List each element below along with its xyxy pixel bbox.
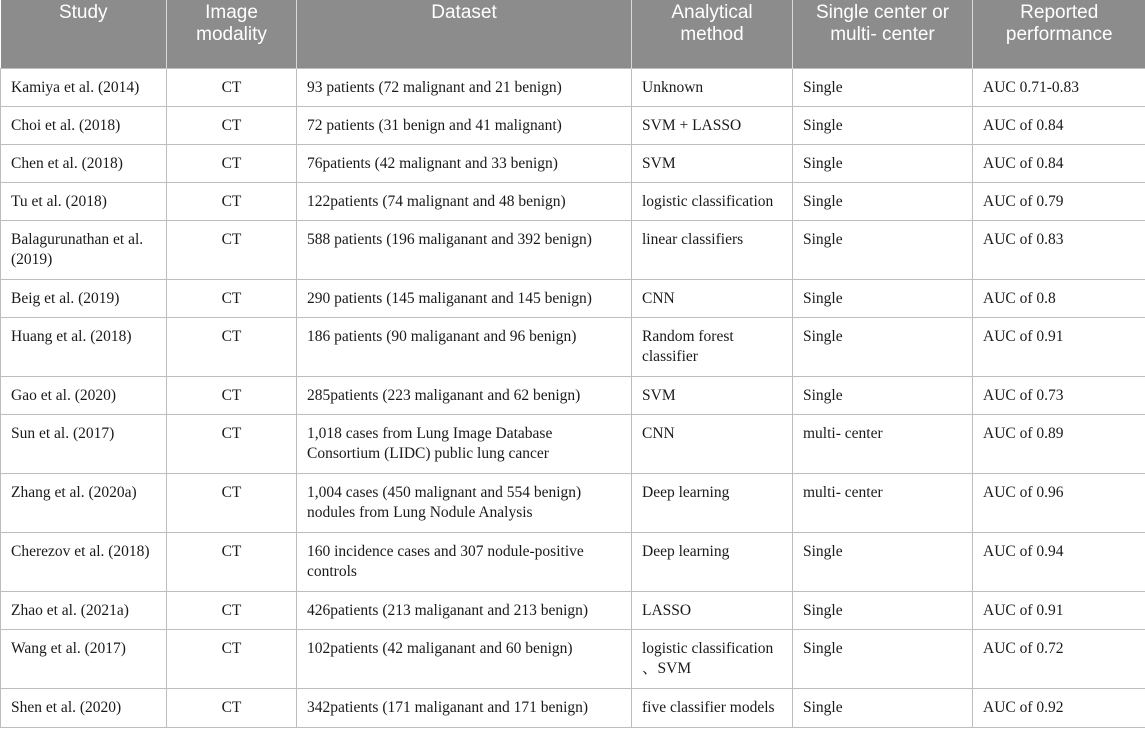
cell-modality: CT — [167, 220, 297, 279]
cell-modality: CT — [167, 182, 297, 220]
cell-method: CNN — [632, 279, 793, 317]
cell-method: linear classifiers — [632, 220, 793, 279]
cell-center: Single — [793, 629, 973, 688]
cell-study: Tu et al. (2018) — [1, 182, 167, 220]
cell-performance: AUC 0.71-0.83 — [973, 68, 1145, 106]
cell-method: five classifier models — [632, 688, 793, 727]
cell-performance: AUC of 0.84 — [973, 106, 1145, 144]
cell-modality: CT — [167, 68, 297, 106]
cell-center: Single — [793, 220, 973, 279]
table-row — [1, 279, 1145, 317]
cell-modality: CT — [167, 317, 297, 376]
cell-performance: AUC of 0.83 — [973, 220, 1145, 279]
cell-dataset: 342patients (171 maliganant and 171 benign) — [297, 688, 632, 727]
header-row — [1, 0, 1145, 68]
cell-performance: AUC of 0.73 — [973, 376, 1145, 414]
cell-method: LASSO — [632, 591, 793, 629]
cell-modality: CT — [167, 591, 297, 629]
header-study: Study — [1, 0, 167, 68]
cell-center: multi- center — [793, 473, 973, 532]
cell-dataset: 290 patients (145 maliganant and 145 benign) — [297, 279, 632, 317]
cell-performance: AUC of 0.96 — [973, 473, 1145, 532]
table-row — [1, 220, 1145, 279]
table-row — [1, 182, 1145, 220]
table-row — [1, 106, 1145, 144]
cell-study: Shen et al. (2020) — [1, 688, 167, 727]
header-dataset: Dataset — [297, 0, 632, 68]
cell-center: Single — [793, 106, 973, 144]
cell-study: Balagurunathan et al. (2019) — [1, 220, 167, 279]
cell-study: Huang et al. (2018) — [1, 317, 167, 376]
cell-performance: AUC of 0.94 — [973, 532, 1145, 591]
cell-center: Single — [793, 182, 973, 220]
cell-method: SVM — [632, 144, 793, 182]
cell-study: Chen et al. (2018) — [1, 144, 167, 182]
cell-modality: CT — [167, 106, 297, 144]
cell-dataset: 122patients (74 malignant and 48 benign) — [297, 182, 632, 220]
header-image-modality: Image modality — [167, 0, 297, 68]
cell-method: CNN — [632, 414, 793, 473]
cell-method: logistic classification — [632, 182, 793, 220]
table-row — [1, 688, 1145, 727]
cell-method: Deep learning — [632, 532, 793, 591]
cell-dataset: 1,018 cases from Lung Image Database Consortium (LIDC) public lung cancer — [297, 414, 632, 473]
cell-center: Single — [793, 688, 973, 727]
cell-dataset: 426patients (213 maliganant and 213 benign) — [297, 591, 632, 629]
cell-study: Wang et al. (2017) — [1, 629, 167, 688]
table-row — [1, 414, 1145, 473]
cell-study: Zhao et al. (2021a) — [1, 591, 167, 629]
cell-center: Single — [793, 532, 973, 591]
table-row — [1, 629, 1145, 688]
cell-method: SVM — [632, 376, 793, 414]
cell-study: Choi et al. (2018) — [1, 106, 167, 144]
table-row — [1, 532, 1145, 591]
cell-modality: CT — [167, 279, 297, 317]
cell-center: Single — [793, 317, 973, 376]
cell-performance: AUC of 0.72 — [973, 629, 1145, 688]
cell-method: logistic classification 、SVM — [632, 629, 793, 688]
cell-center: Single — [793, 591, 973, 629]
table-row — [1, 317, 1145, 376]
cell-dataset: 1,004 cases (450 malignant and 554 benign) nodules from Lung Nodule Analysis — [297, 473, 632, 532]
cell-dataset: 72 patients (31 benign and 41 malignant) — [297, 106, 632, 144]
cell-method: Unknown — [632, 68, 793, 106]
cell-method: SVM + LASSO — [632, 106, 793, 144]
cell-performance: AUC of 0.79 — [973, 182, 1145, 220]
table-row — [1, 144, 1145, 182]
table-row — [1, 473, 1145, 532]
header-analytical-method: Analytical method — [632, 0, 793, 68]
cell-center: multi- center — [793, 414, 973, 473]
cell-performance: AUC of 0.91 — [973, 317, 1145, 376]
cell-study: Kamiya et al. (2014) — [1, 68, 167, 106]
cell-dataset: 93 patients (72 malignant and 21 benign) — [297, 68, 632, 106]
header-reported-performance: Reported performance — [973, 0, 1145, 68]
cell-study: Cherezov et al. (2018) — [1, 532, 167, 591]
cell-center: Single — [793, 279, 973, 317]
cell-performance: AUC of 0.8 — [973, 279, 1145, 317]
cell-modality: CT — [167, 532, 297, 591]
cell-performance: AUC of 0.91 — [973, 591, 1145, 629]
cell-modality: CT — [167, 688, 297, 727]
cell-modality: CT — [167, 376, 297, 414]
cell-performance: AUC of 0.84 — [973, 144, 1145, 182]
cell-dataset: 102patients (42 maliganant and 60 benign) — [297, 629, 632, 688]
cell-performance: AUC of 0.92 — [973, 688, 1145, 727]
cell-modality: CT — [167, 414, 297, 473]
cell-study: Sun et al. (2017) — [1, 414, 167, 473]
cell-modality: CT — [167, 473, 297, 532]
table-body — [1, 68, 1145, 727]
table-row — [1, 591, 1145, 629]
cell-modality: CT — [167, 629, 297, 688]
cell-study: Zhang et al. (2020a) — [1, 473, 167, 532]
cell-dataset: 588 patients (196 maliganant and 392 benign) — [297, 220, 632, 279]
cell-method: Deep learning — [632, 473, 793, 532]
cell-center: Single — [793, 376, 973, 414]
cell-center: Single — [793, 68, 973, 106]
cell-study: Gao et al. (2020) — [1, 376, 167, 414]
cell-performance: AUC of 0.89 — [973, 414, 1145, 473]
cell-study: Beig et al. (2019) — [1, 279, 167, 317]
cell-center: Single — [793, 144, 973, 182]
cell-modality: CT — [167, 144, 297, 182]
cell-dataset: 76patients (42 malignant and 33 benign) — [297, 144, 632, 182]
table-header — [1, 0, 1145, 68]
cell-method: Random forest classifier — [632, 317, 793, 376]
cell-dataset: 160 incidence cases and 307 nodule-positive controls — [297, 532, 632, 591]
header-center: Single center or multi- center — [793, 0, 973, 68]
cell-dataset: 285patients (223 maliganant and 62 benign) — [297, 376, 632, 414]
table-row — [1, 68, 1145, 106]
cell-dataset: 186 patients (90 maliganant and 96 benign) — [297, 317, 632, 376]
table-row — [1, 376, 1145, 414]
